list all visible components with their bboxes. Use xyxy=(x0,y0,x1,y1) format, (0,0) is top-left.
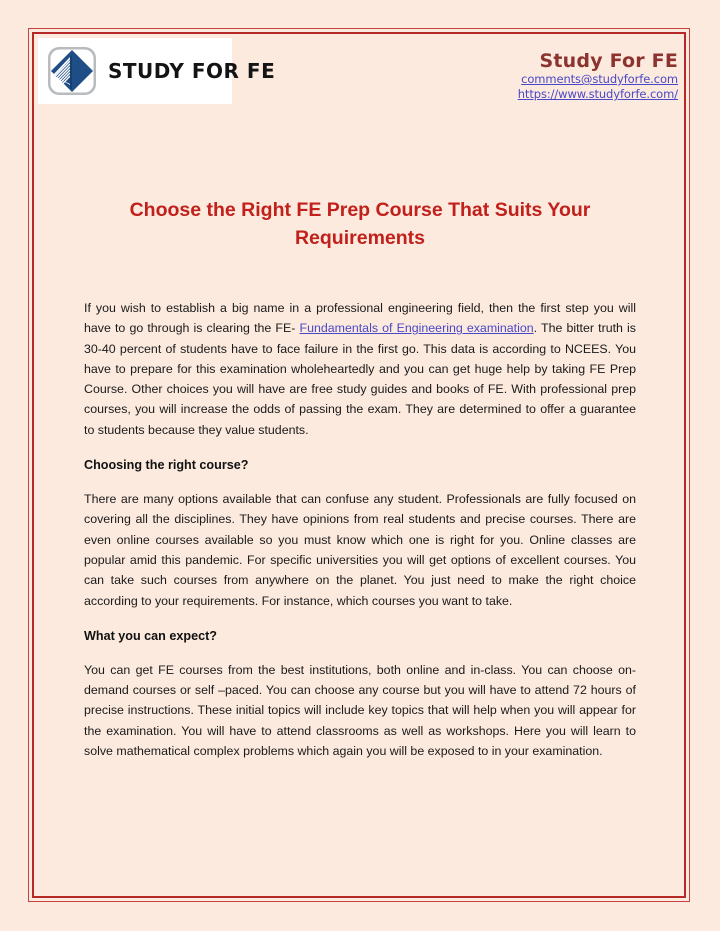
section-heading-choosing: Choosing the right course? xyxy=(84,458,249,473)
logo-container xyxy=(38,38,276,104)
paragraph-expect: You can get FE courses from the best institutions, both online and in-class. You can choose on-demand courses or self –paced. You can choose any course but you will have to attend 72 hours of precise instructions. These initial topics will include key topics that will help when you will appear for the examination. You will have to attend classrooms as well as workshops. Here you will learn to solve mathematical complex problems which again you will be exposed to in your examination. xyxy=(84,662,636,759)
paragraph-intro xyxy=(84,298,636,440)
document-header xyxy=(38,38,680,114)
paragraph-intro-text-before: If you wish to establish a big name in a professional engineering field, then the first step you will have to go through is clearing the FE- xyxy=(84,301,636,336)
fundamentals-of-engineering-link[interactable]: Fundamentals of Engineering examination xyxy=(299,321,534,336)
section-heading-expect: What you can expect? xyxy=(84,628,217,643)
brand-contact-block xyxy=(348,50,678,102)
website-link[interactable]: https://www.studyforfe.com/ xyxy=(517,87,678,101)
paragraph-choosing: There are many options available that can confuse any student. Professionals are fully focused on covering all the disciplines. They have opinions from real students and precise courses. There are even online courses available so you must know which one is right for you. Online classes are popular amid this pandemic. For specific universities you will get options of excellent courses. You can take such courses from anywhere on the planet. You just need to make the right choice according to your requirements. For instance, which courses you want to take. xyxy=(84,492,636,608)
email-link[interactable]: comments@studyforfe.com xyxy=(521,72,678,86)
brand-title: Study For FE xyxy=(539,50,678,72)
book-diamond-logo-icon xyxy=(46,45,98,97)
paragraph-intro-text-after: . The bitter truth is 30-40 percent of students have to face failure in the first go. This data is according to NCEES. You have to prepare for this examination wholeheartedly and you can get huge help by taking FE Prep Course. Other choices you will have are free study guides and books of FE. With professional prep courses, you will increase the odds of passing the exam. They are determined to offer a guarantee to students because they value students. xyxy=(84,321,636,437)
page-title: Choose the Right FE Prep Course That Suits Your Requirements xyxy=(129,199,591,249)
document-body xyxy=(84,298,636,761)
logo-wordmark: STUDY FOR FE xyxy=(108,59,276,83)
